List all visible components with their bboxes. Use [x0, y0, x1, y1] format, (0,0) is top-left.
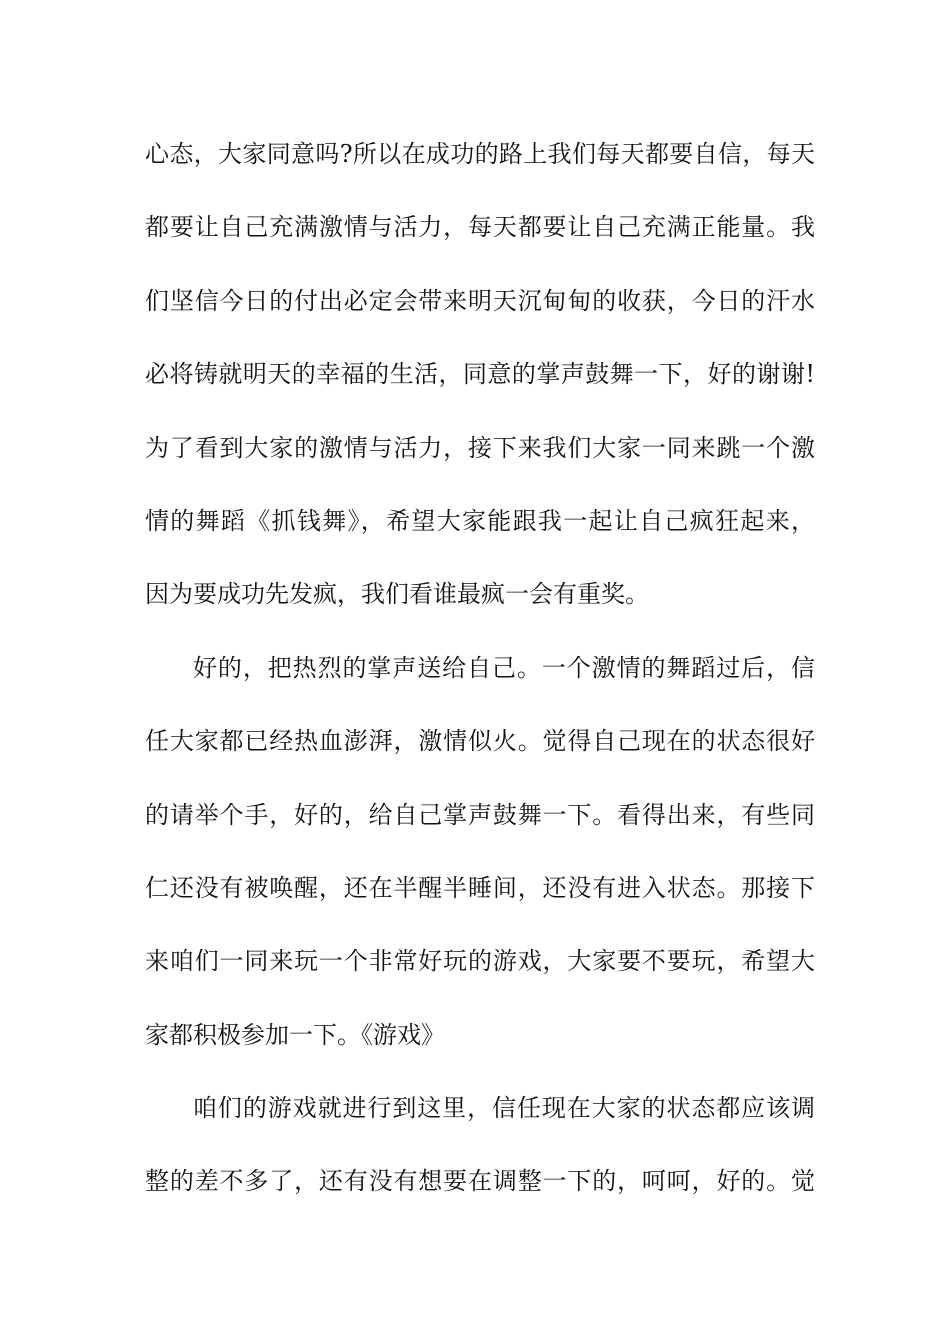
text-line: 家都积极参加一下。《游戏》: [145, 1020, 445, 1049]
text-line: 来咱们一同来玩一个非常好玩的游戏，大家要不要玩，希望大: [145, 947, 815, 976]
text-line: 心态，大家同意吗?所以在成功的路上我们每天都要自信，每天: [145, 140, 815, 168]
text-line: 必将铸就明天的幸福的生活，同意的掌声鼓舞一下，好的谢谢!: [145, 360, 815, 389]
text-line: 为了看到大家的激情与活力，接下来我们大家一同来跳一个激: [145, 433, 815, 462]
text-line: 情的舞蹈《抓钱舞》，希望大家能跟我一起让自己疯狂起来，: [145, 506, 815, 535]
text-line: 整的差不多了，还有没有想要在调整一下的，呵呵，好的。觉: [145, 1167, 815, 1196]
body-text: [145, 128, 815, 1229]
text-line: 们坚信今日的付出必定会带来明天沉甸甸的收获，今日的汗水: [145, 286, 815, 315]
paragraph-first-line: 咱们的游戏就进行到这里，信任现在大家的状态都应该调: [193, 1094, 815, 1123]
text-line: 的请举个手，好的，给自己掌声鼓舞一下。看得出来，有些同: [145, 800, 815, 829]
text-line: 都要让自己充满激情与活力，每天都要让自己充满正能量。我: [145, 213, 815, 242]
text-line: 因为要成功先发疯，我们看谁最疯一会有重奖。: [145, 580, 649, 609]
text-line: 任大家都已经热血澎湃，激情似火。觉得自己现在的状态很好: [145, 727, 815, 756]
paragraph-first-line: 好的，把热烈的掌声送给自己。一个激情的舞蹈过后，信: [193, 653, 815, 682]
text-line: 仁还没有被唤醒，还在半醒半睡间，还没有进入状态。那接下: [145, 873, 815, 902]
